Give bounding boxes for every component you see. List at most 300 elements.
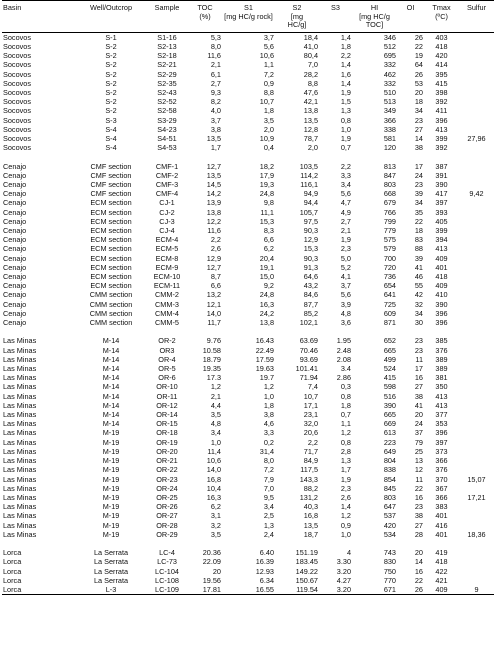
cell-s1: 6.40 — [259, 548, 274, 558]
cell-oi: 26 — [414, 32, 423, 42]
cell-s2: 18,4 — [303, 32, 318, 42]
cell-sample: ECM-8 — [155, 253, 179, 263]
cell-s2: 87,7 — [303, 299, 318, 309]
cell-tmax: 413 — [435, 391, 448, 401]
cell-well: S-4 — [105, 134, 117, 144]
cell-tmax: 367 — [435, 483, 448, 493]
cell-oi: 13 — [414, 456, 423, 466]
cell-s3: 0,8 — [340, 391, 351, 401]
cell-oi: 16 — [414, 492, 423, 502]
cell-sample: LC-4 — [159, 548, 175, 558]
cell-sulfur — [459, 346, 494, 355]
table-row — [2, 180, 494, 189]
cell-s3: 5,2 — [340, 262, 351, 272]
cell-sample: OR-23 — [156, 474, 178, 484]
cell-toc: 6,6 — [210, 281, 221, 291]
cell-tmax: 399 — [435, 226, 448, 236]
header-s3 — [319, 1, 352, 33]
cell-basin: Las Minas — [3, 336, 37, 346]
cell-toc: 14,2 — [206, 189, 221, 199]
cell-s3: 1,9 — [340, 134, 351, 144]
cell-s3: 5,6 — [340, 290, 351, 300]
cell-oi: 22 — [414, 41, 423, 51]
cell-tmax: 377 — [435, 410, 448, 420]
cell-oi: 39 — [414, 189, 423, 199]
cell-tmax: 413 — [435, 244, 448, 254]
cell-oi: 30 — [414, 318, 423, 328]
cell-well: CMM section — [89, 290, 133, 300]
cell-basin: Socovos — [3, 134, 31, 144]
cell-sample: ECM-11 — [153, 281, 181, 291]
cell-basin: Las Minas — [3, 437, 37, 447]
cell-s1: 10,9 — [259, 134, 274, 144]
cell-sample: CJ-4 — [159, 226, 175, 236]
cell-s1: 3,5 — [263, 115, 274, 125]
group-separator — [2, 539, 494, 548]
cell-toc: 3,8 — [210, 124, 221, 134]
cell-basin: Socovos — [3, 88, 31, 97]
header-tmax — [424, 1, 459, 33]
cell-sample: S2-18 — [157, 51, 177, 61]
cell-well: S-4 — [105, 143, 117, 153]
cell-oi: 42 — [414, 290, 423, 300]
cell-well: ECM section — [90, 262, 132, 272]
cell-s1: 9,5 — [263, 492, 274, 502]
cell-tmax: 418 — [435, 272, 448, 282]
cell-well: CMF section — [90, 189, 132, 199]
table-row — [2, 189, 494, 198]
cell-s1: 15,0 — [259, 272, 274, 282]
cell-sample: OR-11 — [156, 391, 178, 401]
cell-tmax: 409 — [435, 253, 448, 263]
cell-s1: 24,8 — [259, 189, 274, 199]
cell-oi: 17 — [414, 364, 423, 374]
cell-tmax: 387 — [435, 161, 448, 171]
cell-sample: CMM-2 — [155, 290, 179, 300]
cell-sample: CMM-3 — [155, 299, 179, 309]
cell-s1: 19.63 — [255, 364, 274, 374]
cell-toc: 3,5 — [210, 529, 221, 539]
table-row — [2, 392, 494, 401]
cell-hi: 847 — [383, 170, 396, 180]
cell-s3: 5,6 — [340, 189, 351, 199]
cell-toc: 13,2 — [206, 290, 221, 300]
cell-sample: S1-16 — [157, 32, 177, 42]
cell-well: CMF section — [90, 180, 132, 190]
cell-hi: 415 — [383, 373, 396, 383]
cell-toc: 8,7 — [210, 272, 221, 282]
table-row — [2, 263, 494, 272]
cell-sample: S4-51 — [157, 134, 177, 144]
cell-toc: 16,3 — [206, 492, 221, 502]
cell-sulfur — [459, 392, 494, 401]
cell-toc: 12,2 — [206, 216, 221, 226]
table-row — [2, 134, 494, 143]
cell-sulfur — [459, 254, 494, 263]
cell-sulfur — [459, 419, 494, 428]
cell-oi: 11 — [415, 354, 423, 364]
cell-sulfur — [459, 70, 494, 79]
cell-toc: 13,9 — [206, 198, 221, 208]
cell-toc: 2,7 — [210, 78, 221, 88]
cell-s3: 0,7 — [340, 410, 351, 420]
cell-oi: 25 — [414, 446, 423, 456]
cell-sample: OR-22 — [156, 465, 178, 475]
cell-s2: 119.54 — [275, 585, 319, 595]
cell-tmax: 389 — [435, 354, 448, 364]
cell-basin: Las Minas — [3, 502, 37, 512]
cell-oi: 17 — [414, 161, 423, 171]
cell-s2: 150.67 — [295, 575, 318, 585]
table-row — [2, 567, 494, 576]
cell-well: La Serrata — [93, 566, 129, 576]
cell-oi: 23 — [414, 180, 423, 190]
cell-s1: 1,3 — [263, 520, 274, 530]
cell-hi: 349 — [383, 106, 396, 116]
cell-basin: Las Minas — [3, 456, 37, 466]
cell-s3: 1,9 — [340, 235, 351, 245]
cell-s1: 7,9 — [263, 474, 274, 484]
cell-basin: Cenajo — [3, 281, 27, 291]
cell-s3: 1,4 — [340, 78, 351, 88]
header-hi — [352, 1, 397, 33]
cell-sulfur — [459, 106, 494, 115]
cell-s2: 183.45 — [295, 557, 318, 567]
cell-s2: 13,5 — [303, 115, 318, 125]
cell-basin: Socovos — [3, 115, 31, 125]
cell-s3: 2,2 — [340, 51, 351, 61]
cell-oi: 20 — [414, 548, 423, 558]
cell-s1: 16,3 — [259, 299, 274, 309]
table-row — [2, 60, 494, 69]
cell-hi: 770 — [383, 575, 396, 585]
cell-sample: LC-108 — [155, 575, 179, 585]
table-row — [2, 557, 494, 566]
cell-well: S-2 — [105, 78, 117, 88]
cell-sulfur — [459, 456, 494, 465]
cell-s3: 4 — [346, 548, 351, 558]
cell-hi: 838 — [383, 465, 396, 475]
cell-oi: 34 — [414, 308, 423, 318]
cell-tmax: 376 — [435, 465, 448, 475]
cell-hi: 516 — [383, 391, 396, 401]
cell-toc: 11,7 — [207, 318, 221, 328]
cell-hi: 830 — [383, 557, 396, 567]
cell-sample: OR-5 — [158, 364, 176, 374]
cell-s2: 151.19 — [295, 548, 318, 558]
cell-oi: 20 — [414, 88, 423, 97]
cell-toc: 3,5 — [210, 410, 221, 420]
cell-well: M-19 — [102, 456, 120, 466]
cell-oi: 41 — [414, 400, 423, 410]
cell-well: La Serrata — [93, 548, 129, 558]
cell-s1: 20,4 — [259, 253, 274, 263]
cell-toc: 3,1 — [210, 511, 221, 521]
cell-s3: 0,9 — [340, 520, 351, 530]
table-row — [2, 576, 494, 585]
cell-basin: Las Minas — [3, 529, 37, 539]
cell-s1: 2,4 — [263, 529, 274, 539]
cell-hi: 720 — [383, 262, 396, 272]
cell-oi: 19 — [414, 51, 423, 61]
table-row — [2, 382, 494, 391]
cell-oi: 23 — [414, 502, 423, 512]
table-row — [2, 42, 494, 51]
cell-s1: 0,9 — [263, 78, 274, 88]
cell-toc: 6,2 — [210, 502, 221, 512]
cell-toc: 1,7 — [210, 143, 221, 153]
cell-toc: 9.76 — [206, 336, 221, 346]
cell-s3: 0,8 — [340, 437, 351, 447]
cell-oi: 27 — [414, 382, 423, 392]
cell-basin: Las Minas — [3, 465, 37, 475]
cell-s3: 0,7 — [340, 143, 351, 153]
cell-hi: 598 — [383, 382, 396, 392]
cell-s2: 63.69 — [299, 336, 318, 346]
cell-hi: 665 — [383, 410, 396, 420]
cell-well: M-14 — [102, 419, 120, 429]
cell-sample: S2-35 — [157, 78, 177, 88]
cell-s3: 1,2 — [340, 428, 351, 438]
cell-well: S-2 — [105, 60, 117, 70]
table-row — [2, 254, 494, 263]
cell-sulfur — [459, 557, 494, 566]
cell-well: La Serrata — [93, 575, 129, 585]
cell-well: M-14 — [102, 373, 120, 383]
cell-basin: Socovos — [3, 60, 31, 70]
cell-sulfur — [459, 428, 494, 437]
cell-oi: 26 — [397, 585, 424, 595]
cell-sample: CJ-3 — [159, 216, 175, 226]
cell-well: CMM section — [89, 318, 133, 328]
cell-s2: 85,2 — [303, 308, 318, 318]
cell-toc: 16,8 — [206, 474, 221, 484]
table-row — [2, 511, 494, 520]
cell-oi: 39 — [414, 253, 423, 263]
header-hi-line: [mg HC/g — [359, 11, 390, 21]
cell-toc: 20.36 — [202, 548, 221, 558]
cell-tmax: 396 — [435, 318, 448, 328]
cell-basin: Lorca — [2, 585, 76, 595]
table-row — [2, 309, 494, 318]
cell-basin: Cenajo — [3, 161, 27, 171]
cell-s3: 2,7 — [340, 216, 351, 226]
cell-s2: 13,8 — [303, 106, 318, 116]
cell-sulfur — [459, 217, 494, 226]
cell-hi: 510 — [383, 88, 396, 97]
cell-s1: 22.49 — [255, 345, 274, 355]
cell-s2: 64,6 — [303, 272, 318, 282]
cell-s3: 0,3 — [340, 382, 351, 392]
cell-s2: 13,5 — [303, 520, 318, 530]
cell-s1: 2,0 — [263, 124, 274, 134]
cell-s3: 1,3 — [340, 106, 351, 116]
cell-well: M-19 — [102, 492, 120, 502]
cell-basin: Socovos — [3, 78, 31, 88]
cell-sulfur — [459, 355, 494, 364]
cell-tmax: 390 — [435, 180, 448, 190]
cell-tmax: 376 — [435, 345, 448, 355]
header-s2-line: HC/g] — [287, 20, 307, 30]
cell-hi: 524 — [383, 364, 396, 374]
cell-tmax: 385 — [435, 336, 448, 346]
cell-s3: 1,8 — [340, 41, 351, 51]
cell-sulfur — [459, 88, 494, 97]
cell-oi: 88 — [414, 244, 423, 254]
header-hi-line: TOC] — [365, 20, 384, 30]
cell-basin: Las Minas — [3, 474, 37, 484]
cell-oi: 14 — [414, 557, 423, 567]
table-row — [2, 401, 494, 410]
cell-basin: Las Minas — [3, 391, 37, 401]
table-row — [2, 419, 494, 428]
header-toc-line: TOC — [197, 3, 213, 12]
cell-sample: OR-27 — [156, 511, 178, 521]
cell-tmax: 422 — [435, 566, 448, 576]
cell-s1: 10,6 — [259, 51, 274, 61]
cell-sample: S2-52 — [157, 97, 177, 107]
cell-basin: Las Minas — [3, 364, 37, 374]
cell-hi: 120 — [383, 143, 396, 153]
cell-sulfur — [459, 143, 494, 152]
cell-s3: 4,1 — [340, 272, 351, 282]
cell-s3: 1,9 — [340, 88, 351, 97]
header-s1-line: [mg HC/g rock] — [224, 11, 273, 21]
cell-tmax: 410 — [435, 290, 448, 300]
cell-basin: Socovos — [3, 51, 31, 61]
cell-sample: CMF-3 — [155, 180, 179, 190]
cell-well: CMM section — [89, 299, 133, 309]
cell-basin: Las Minas — [3, 345, 37, 355]
cell-s2: 84,9 — [303, 456, 318, 466]
table-row — [2, 290, 494, 299]
table-header — [2, 1, 494, 33]
table-row — [2, 548, 494, 557]
cell-s3: 3,9 — [340, 299, 351, 309]
cell-sample: S2-21 — [157, 60, 177, 70]
cell-sulfur — [459, 79, 494, 88]
cell-well: M-14 — [102, 345, 120, 355]
table-row — [2, 125, 494, 134]
cell-oi: 46 — [414, 272, 423, 282]
cell-sample: S2-43 — [157, 88, 177, 97]
cell-sample: OR-14 — [156, 410, 178, 420]
cell-well: M-19 — [102, 502, 120, 512]
cell-basin: Las Minas — [3, 428, 37, 438]
cell-sulfur — [459, 382, 494, 391]
cell-s2: 71.94 — [299, 373, 318, 383]
cell-hi: 338 — [383, 124, 396, 134]
cell-well: S-2 — [105, 106, 117, 116]
cell-s2: 43,2 — [303, 281, 318, 291]
cell-s1: 0,4 — [263, 143, 274, 153]
cell-s2: 117,5 — [300, 465, 318, 475]
cell-s1: 16.43 — [255, 336, 274, 346]
cell-tmax: 420 — [435, 51, 448, 61]
header-tmax-line: Tmax — [432, 3, 451, 12]
cell-tmax: 413 — [435, 400, 448, 410]
table-row — [2, 410, 494, 419]
cell-hi: 700 — [383, 253, 396, 263]
cell-s1: 11,1 — [260, 207, 274, 217]
cell-basin: Lorca — [3, 575, 22, 585]
cell-s3: 1,6 — [340, 69, 351, 79]
cell-toc: 1,0 — [210, 437, 221, 447]
table-row — [2, 244, 494, 253]
cell-toc: 12,7 — [206, 161, 221, 171]
cell-s2: 84,6 — [303, 290, 318, 300]
cell-sample: LC-104 — [155, 566, 179, 576]
cell-oi: 12 — [414, 465, 423, 475]
cell-s1: 15,3 — [259, 216, 274, 226]
cell-s3: 3.4 — [340, 364, 351, 374]
cell-toc: 8,0 — [210, 41, 221, 51]
cell-hi: 575 — [383, 235, 396, 245]
cell-sample: S4-53 — [157, 143, 177, 153]
cell-well: M-14 — [102, 400, 120, 410]
cell-well: ECM section — [90, 253, 132, 263]
table-row — [2, 70, 494, 79]
cell-tmax: 403 — [435, 32, 448, 42]
cell-s3: 3,3 — [340, 170, 351, 180]
cell-sample: OR-12 — [156, 400, 178, 410]
cell-well: CMF section — [90, 161, 132, 171]
cell-sample: CJ-2 — [159, 207, 175, 217]
cell-s3: 4,8 — [340, 308, 351, 318]
cell-basin: Las Minas — [3, 446, 37, 456]
cell-basin: Cenajo — [3, 290, 27, 300]
table-row — [2, 585, 494, 595]
cell-sulfur — [459, 42, 494, 51]
cell-s1: 8,0 — [263, 456, 274, 466]
table-body — [2, 32, 494, 594]
cell-s1: 4,6 — [263, 419, 274, 429]
cell-sample: CMM-4 — [155, 308, 179, 318]
cell-toc: 11,6 — [207, 51, 221, 61]
cell-tmax: 416 — [435, 520, 448, 530]
cell-basin: Lorca — [3, 566, 22, 576]
cell-oi: 35 — [414, 207, 423, 217]
header-sulfur-line: Sulfur — [466, 3, 487, 12]
separator-cell — [2, 152, 494, 161]
header-sample-line: Sample — [154, 3, 180, 12]
cell-s1: 12.93 — [255, 566, 274, 576]
cell-basin: Cenajo — [3, 226, 27, 236]
cell-tmax: 397 — [435, 437, 448, 447]
cell-s1: 8,8 — [263, 88, 274, 97]
cell-s1: 16.55 — [222, 585, 275, 595]
cell-toc: 2,6 — [210, 244, 221, 254]
cell-sulfur — [459, 576, 494, 585]
header-sulfur — [459, 1, 494, 33]
cell-tmax: 373 — [435, 446, 448, 456]
cell-sample: OR-26 — [156, 502, 178, 512]
cell-s2: 17,1 — [303, 400, 318, 410]
cell-sulfur — [459, 521, 494, 530]
cell-toc: 18.79 — [202, 354, 221, 364]
cell-tmax: 396 — [435, 308, 448, 318]
cell-basin: Cenajo — [3, 216, 27, 226]
cell-basin: Las Minas — [3, 410, 37, 420]
header-tmax-line: (ºC) — [435, 11, 448, 21]
group-separator — [2, 152, 494, 161]
cell-sample: OR-15 — [156, 419, 178, 429]
cell-basin: Socovos — [3, 32, 31, 42]
cell-basin: Cenajo — [3, 189, 27, 199]
cell-well: La Serrata — [93, 557, 129, 567]
cell-oi: 18 — [414, 226, 423, 236]
table-row — [2, 171, 494, 180]
